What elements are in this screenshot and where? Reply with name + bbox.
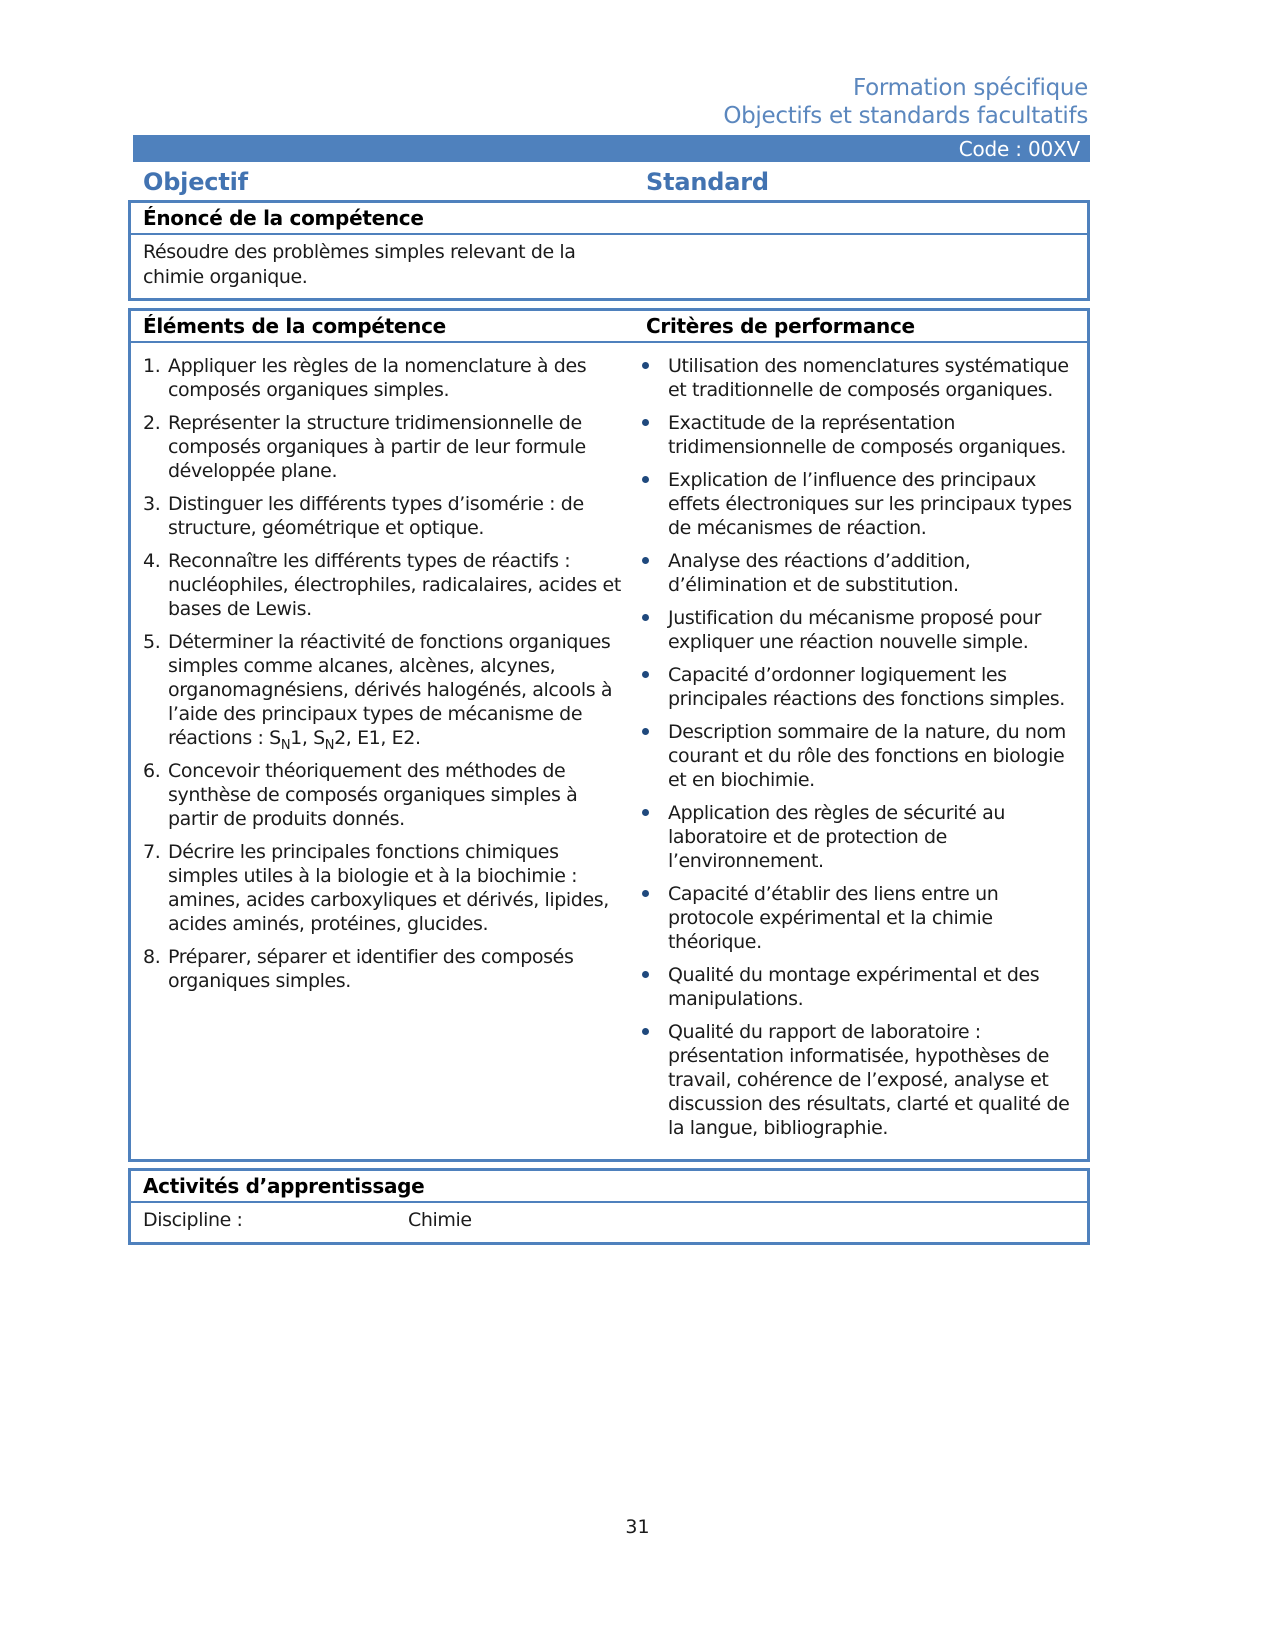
- critere-item: [640, 468, 1085, 540]
- element-item: [143, 549, 640, 621]
- element-number: 1.: [143, 355, 161, 377]
- bullet-icon: [640, 1020, 668, 1140]
- element-number: 3.: [143, 493, 161, 515]
- sn-subscript: N: [280, 737, 291, 753]
- element-text: Distinguer les différents types d’isomérie : de structure, géométrique et optique.: [168, 493, 584, 539]
- running-header-line2: Objectifs et standards facultatifs: [723, 103, 1088, 129]
- bullet-icon: [640, 468, 668, 540]
- element-text-post: 2, E1, E2.: [334, 727, 421, 749]
- element-text: Représenter la structure tridimensionnelle de composés organiques à partir de leur formule développée plane.: [168, 412, 586, 482]
- activites-title: Activités d’apprentissage: [131, 1171, 1087, 1203]
- element-item: [143, 945, 640, 993]
- critere-text: Justification du mécanisme proposé pour expliquer une réaction nouvelle simple.: [668, 607, 1041, 653]
- element-text: Concevoir théoriquement des méthodes de synthèse de composés organiques simples à partir de produits donnés.: [168, 760, 578, 830]
- element-text: Décrire les principales fonctions chimiques simples utiles à la biologie et à la biochimie : amines, acides carboxyliques et dérivés, lipides, acides aminés, protéines, glucides.: [168, 841, 609, 935]
- critere-item: [640, 549, 1085, 597]
- criteres-list: [640, 354, 1087, 1149]
- critere-text: Analyse des réactions d’addition, d’élimination et de substitution.: [668, 550, 971, 596]
- heading-standard: Standard: [646, 168, 769, 196]
- running-header: [128, 0, 1090, 130]
- discipline-label: Discipline :: [143, 1209, 243, 1231]
- enonce-title: Énoncé de la compétence: [131, 203, 1087, 235]
- element-item: [143, 354, 640, 402]
- bullet-icon: [640, 882, 668, 954]
- bullet-icon: [640, 963, 668, 1011]
- element-text-pre: Déterminer la réactivité de fonctions organiques simples comme alcanes, alcènes, alcynes, organomagnésiens, dérivés halogénés, alcools à l’aide des principaux types de mécanisme de réactions : S: [168, 631, 613, 749]
- column-headings: [128, 162, 1090, 200]
- critere-item: [640, 882, 1085, 954]
- element-text: Préparer, séparer et identifier des composés organiques simples.: [168, 946, 574, 992]
- criteres-title: Critères de performance: [646, 314, 915, 338]
- element-item: [143, 630, 640, 753]
- critere-item: [640, 411, 1085, 459]
- competence-box: [128, 308, 1090, 1162]
- critere-text: Capacité d’ordonner logiquement les principales réactions des fonctions simples.: [668, 664, 1065, 710]
- page-number: 31: [625, 1516, 650, 1538]
- critere-item: [640, 1020, 1085, 1140]
- element-number: 5.: [143, 631, 161, 653]
- element-number: 2.: [143, 412, 161, 434]
- critere-text: Explication de l’influence des principaux effets électroniques sur les principaux types de mécanismes de réaction.: [668, 469, 1072, 539]
- element-number: 4.: [143, 550, 161, 572]
- critere-text: Exactitude de la représentation tridimensionnelle de composés organiques.: [668, 412, 1067, 458]
- critere-item: [640, 354, 1085, 402]
- element-text: [168, 630, 640, 753]
- competence-header-row: [131, 311, 1087, 343]
- bullet-icon: [640, 354, 668, 402]
- code-label: Code : 00XV: [958, 136, 1080, 161]
- element-item: [143, 411, 640, 483]
- discipline-value: Chimie: [408, 1209, 472, 1231]
- code-banner: [133, 135, 1090, 162]
- critere-text: Capacité d’établir des liens entre un protocole expérimental et la chimie théorique.: [668, 883, 999, 953]
- element-text: Appliquer les règles de la nomenclature à des composés organiques simples.: [168, 355, 587, 401]
- element-item: [143, 759, 640, 831]
- elements-list: [131, 354, 640, 1149]
- critere-item: [640, 801, 1085, 873]
- element-number: 8.: [143, 946, 161, 968]
- element-text: Reconnaître les différents types de réactifs : nucléophiles, électrophiles, radicalaires, acides et bases de Lewis.: [168, 550, 621, 620]
- element-item: [143, 840, 640, 936]
- critere-text: Utilisation des nomenclatures systématique et traditionnelle de composés organiques.: [668, 355, 1069, 401]
- enonce-body: Résoudre des problèmes simples relevant de la chimie organique.: [143, 241, 576, 288]
- discipline-row: [131, 1203, 1087, 1242]
- critere-text: Application des règles de sécurité au laboratoire et de protection de l’environnement.: [668, 802, 1005, 872]
- elements-title: Éléments de la compétence: [143, 314, 446, 338]
- element-item: [143, 492, 640, 540]
- bullet-icon: [640, 549, 668, 597]
- element-number: 7.: [143, 841, 161, 863]
- competence-body-row: [131, 343, 1087, 1159]
- critere-text: Description sommaire de la nature, du nom courant et du rôle des fonctions en biologie et en biochimie.: [668, 721, 1066, 791]
- bullet-icon: [640, 663, 668, 711]
- critere-item: [640, 963, 1085, 1011]
- critere-text: Qualité du montage expérimental et des manipulations.: [668, 964, 1040, 1010]
- running-header-line1: Formation spécifique: [853, 75, 1088, 101]
- sn-subscript: N: [324, 737, 335, 753]
- critere-item: [640, 720, 1085, 792]
- enonce-box: [128, 200, 1090, 301]
- bullet-icon: [640, 720, 668, 792]
- critere-item: [640, 606, 1085, 654]
- element-text-mid: 1, S: [290, 727, 325, 749]
- bullet-icon: [640, 801, 668, 873]
- heading-objectif: Objectif: [143, 168, 248, 196]
- bullet-icon: [640, 411, 668, 459]
- critere-text: Qualité du rapport de laboratoire : présentation informatisée, hypothèses de travail, cohérence de l’exposé, analyse et discussion des résultats, clarté et qualité de la langue, bibliographie.: [668, 1021, 1070, 1139]
- critere-item: [640, 663, 1085, 711]
- activites-box: [128, 1168, 1090, 1245]
- bullet-icon: [640, 606, 668, 654]
- element-number: 6.: [143, 760, 161, 782]
- page-content: [128, 0, 1090, 1245]
